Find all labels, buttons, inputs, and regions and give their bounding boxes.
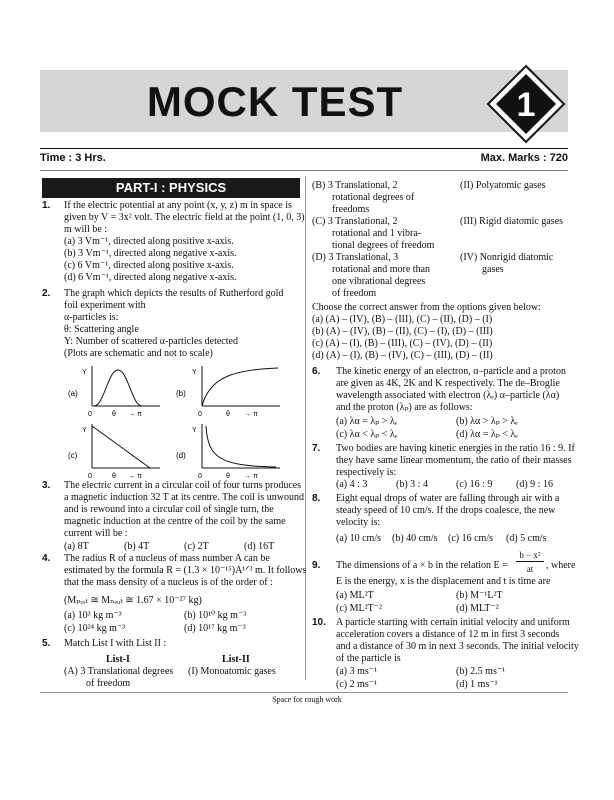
q6-option-a: (a) λα = λₚ > λₑ [336, 416, 398, 427]
q2-line: α-particles is: [64, 312, 119, 323]
q4-option-d: (d) 10¹⁷ kg m⁻³ [184, 623, 246, 634]
q5-row-d-cont: rotational and more than [332, 264, 431, 275]
q5-row-c-right: (III) Rigid diatomic gases [460, 216, 564, 227]
page-title: MOCK TEST [146, 78, 404, 125]
q3-stem [64, 480, 304, 540]
q5-row-a-right: (I) Monoatomic gases [188, 666, 276, 677]
q5-row-a-left: (A) 3 Translational degrees [64, 666, 174, 677]
graph-d-theta: θ [226, 473, 230, 480]
graph-c-theta: θ [112, 473, 116, 480]
header-rule-2 [40, 170, 568, 171]
q2-line: θ: Scattering angle [64, 324, 139, 335]
q2-line: The graph which depicts the results of Rutherford gold [64, 288, 284, 299]
graph-a-label: (a) [68, 389, 78, 398]
q1-option-b: (b) 3 Vm⁻¹, directed along negative x-axis. [64, 248, 237, 259]
q4-line: that the mass density of a nucleus is of the order of : [64, 577, 273, 588]
graph-b [176, 366, 280, 418]
graph-d-curve [206, 426, 276, 467]
q9-number: 9. [312, 560, 321, 571]
q6-line: wavelength associated with electron (λₑ) α–particle (λα) [336, 390, 560, 401]
q4-line: The radius R of a nucleus of mass number A can be [64, 553, 270, 564]
graph-c-label: (c) [68, 451, 78, 460]
q4-number: 4. [42, 553, 51, 564]
q5-row-b-left: (B) 3 Translational, 2 [312, 180, 398, 191]
graph-a-theta: θ [112, 411, 116, 418]
q8-stem [336, 493, 559, 529]
q9-fraction-numerator: b − x² [516, 550, 544, 562]
header-rule [40, 148, 568, 149]
q10-option-b: (b) 2.5 ms⁻¹ [456, 666, 506, 677]
q5-number: 5. [42, 638, 51, 649]
q3-line: and is rewound into a circular coil of single turn, the [64, 504, 274, 515]
graph-c-y-label: Y [82, 427, 87, 434]
graph-d-y-label: Y [192, 427, 197, 434]
q5-row-d-left: (D) 3 Translational, 3 [312, 252, 399, 263]
q3-option-b: (b) 4T [124, 541, 150, 552]
q1-stem [64, 200, 305, 284]
q2-graphs [60, 362, 300, 482]
graph-d [176, 424, 280, 480]
q3-line: current will be : [64, 528, 128, 539]
q10-stem [336, 617, 579, 665]
q9-option-b: (b) M⁻¹L²T [456, 590, 503, 601]
q1-line: m will be : [64, 224, 108, 235]
q5-choose: Choose the correct answer from the options given below: [312, 302, 541, 313]
q2-stem [64, 288, 283, 360]
q10-option-d: (d) 1 ms⁻¹ [456, 679, 498, 690]
q5-row-c-cont: rotational and 1 vibra- [332, 228, 422, 239]
q10-option-a: (a) 3 ms⁻¹ [336, 666, 378, 677]
q6-stem [336, 366, 566, 414]
q6-line: and the proton (λₚ) are as follows: [336, 402, 473, 413]
q4-option-b: (b) 10¹⁰ kg m⁻³ [184, 610, 247, 621]
q5-option-c: (c) (A) – (I), (B) – (III), (C) – (IV), (D) – (II) [312, 338, 493, 349]
q3-line: a magnetic induction 32 T at its centre. The coil is unwound [64, 492, 304, 503]
graph-c [68, 424, 160, 480]
q8-option-c: (c) 16 cm/s [448, 533, 493, 544]
q5-list1-header: List-I [106, 654, 130, 665]
test-number-badge [486, 64, 566, 144]
q7-stem [336, 443, 575, 479]
q5-intro: Match List I with List II : [64, 638, 167, 649]
graph-d-label: (d) [176, 451, 186, 460]
q9-option-d: (d) MLT⁻² [456, 603, 499, 614]
q1-option-d: (d) 6 Vm⁻¹, directed along negative x-axis. [64, 272, 237, 283]
q8-line: Eight equal drops of water are falling through air with a [336, 493, 560, 504]
q5-list2-header: List-II [222, 654, 250, 665]
q3-option-d: (d) 16T [244, 541, 275, 552]
q5-row-b-cont: rotational degrees of [332, 192, 415, 203]
q5-row-c-cont2: tional degrees of freedom [332, 240, 435, 251]
q6-line: are given as 4K, 2K and K respectively. The de–Broglie [336, 378, 560, 389]
q4-option-c: (c) 10²⁴ kg m⁻³ [64, 623, 126, 634]
q8-option-b: (b) 40 cm/s [392, 533, 438, 544]
q5-option-d: (d) (A) – (I), (B) – (IV), (C) – (III), (D) – (II) [312, 350, 493, 361]
q6-option-c: (c) λα < λₚ < λₑ [336, 429, 398, 440]
q9-option-c: (c) ML²T⁻² [336, 603, 382, 614]
q2-number: 2. [42, 288, 51, 299]
q4-stem [64, 553, 306, 607]
max-marks-label: Max. Marks : 720 [480, 152, 568, 164]
q5-row-b-cont2: freedoms [332, 204, 370, 215]
q7-line: they have same linear momentum, the ratio of their masses [336, 455, 572, 466]
q1-option-c: (c) 6 Vm⁻¹, directed along positive x-axis. [64, 260, 234, 271]
q8-option-a: (a) 10 cm/s [336, 533, 381, 544]
graph-a-y-label: Y [82, 369, 87, 376]
footer-note: Space for rough work [272, 695, 342, 704]
graph-a-curve [94, 370, 142, 406]
q10-option-c: (c) 2 ms⁻¹ [336, 679, 378, 690]
q5-row-c-left: (C) 3 Translational, 2 [312, 216, 398, 227]
q3-line: magnetic induction at the centre of the coil by the same [64, 516, 286, 527]
graph-b-y-label: Y [192, 369, 197, 376]
q8-option-d: (d) 5 cm/s [506, 533, 547, 544]
q5-option-b: (b) (A) – (IV), (B) – (II), (C) – (I), (D) – (III) [312, 326, 493, 337]
graph-a [68, 366, 160, 418]
q4-line: (Mₚᵣₒₜ ≅ Mₙₑᵤₜ ≅ 1.67 × 10⁻²⁷ kg) [64, 595, 202, 606]
q3-option-a: (a) 8T [64, 541, 89, 552]
q9-fraction-denominator: at [526, 564, 534, 574]
q9-line2: E is the energy, x is the displacement and t is time are [336, 576, 551, 587]
q5-option-a: (a) (A) – (IV), (B) – (III), (C) – (II), (D) – (I) [312, 314, 493, 325]
q2-line: Y: Number of scattered α-particles detected [64, 336, 238, 347]
q5-row-d-cont3: of freedom [332, 288, 377, 299]
q8-number: 8. [312, 493, 321, 504]
graph-d-zero: 0 [198, 473, 202, 480]
graph-c-line [92, 426, 150, 468]
q7-option-c: (c) 16 : 9 [456, 479, 493, 490]
footer-rule [40, 692, 568, 693]
q5-row-b-right: (II) Polyatomic gases [460, 180, 546, 191]
q10-line: acceleration covers a distance of 12 m in first 3 seconds [336, 629, 560, 640]
q10-line: A particle starting with certain initial velocity and uniform [336, 617, 570, 628]
graph-c-zero: 0 [88, 473, 92, 480]
q4-line: estimated by the formula R = (1.3 × 10⁻¹⁵)A¹ᐟ³ m. It follows [64, 565, 307, 576]
q7-number: 7. [312, 443, 321, 454]
graph-a-zero: 0 [88, 411, 92, 418]
q1-number: 1. [42, 200, 51, 211]
q10-line: and a distance of 30 m in next 3 seconds. The initial velocity [336, 641, 579, 652]
q5-row-d-right-cont: gases [482, 264, 504, 275]
graph-b-theta: θ [226, 411, 230, 418]
q7-option-d: (d) 9 : 16 [516, 479, 553, 490]
q7-option-b: (b) 3 : 4 [396, 479, 428, 490]
q6-line: The kinetic energy of an electron, α–particle and a proton [336, 366, 566, 377]
q6-option-b: (b) λα > λₚ > λₑ [456, 416, 518, 427]
graph-b-zero: 0 [198, 411, 202, 418]
q7-line: Two bodies are having kinetic energies in the ratio 16 : 9. If [336, 443, 575, 454]
q10-number: 10. [312, 617, 326, 628]
q5-choices [312, 302, 541, 362]
q4-option-a: (a) 10³ kg m⁻³ [64, 610, 122, 621]
q1-option-a: (a) 3 Vm⁻¹, directed along positive x-axis. [64, 236, 234, 247]
q6-option-d: (d) λα = λₚ < λₑ [456, 429, 518, 440]
time-label: Time : 3 Hrs. [40, 152, 106, 164]
q5-row-d-right: (IV) Nonrigid diatomic [460, 252, 554, 263]
graph-b-curve [202, 368, 278, 406]
graph-c-pi: → π [128, 473, 142, 480]
q5-row-d-cont2: one vibrational degrees [332, 276, 426, 287]
graph-d-pi: → π [244, 473, 258, 480]
q3-option-c: (c) 2T [184, 541, 209, 552]
graph-b-pi: → π [244, 411, 258, 418]
q1-line: If the electric potential at any point (x, y, z) m in space is [64, 200, 292, 211]
q3-number: 3. [42, 480, 51, 491]
q7-option-a: (a) 4 : 3 [336, 479, 368, 490]
q2-line: (Plots are schematic and not to scale) [64, 348, 213, 359]
q9-where: , where [546, 560, 576, 571]
q1-line: given by V = 3x² volt. The electric field at the point (1, 0, 3) [64, 212, 305, 223]
q3-line: The electric current in a circular coil of four turns produces [64, 480, 302, 491]
q7-line: respectively is: [336, 467, 397, 478]
q9-line1: The dimensions of a × b in the relation E = [336, 560, 508, 571]
q5-row-a-cont: of freedom [86, 678, 131, 689]
section-heading: PART-I : PHYSICS [42, 178, 300, 198]
q8-line: steady speed of 10 cm/s. If the drops coalesce, the new [336, 505, 556, 516]
graph-b-label: (b) [176, 389, 186, 398]
q10-line: of the particle is [336, 653, 401, 664]
q5-rows-continued [312, 180, 434, 300]
q9-option-a: (a) ML²T [336, 590, 374, 601]
q2-line: foil experiment with [64, 300, 146, 311]
graph-a-pi: → π [128, 411, 142, 418]
q6-number: 6. [312, 366, 321, 377]
q8-line: velocity is: [336, 517, 381, 528]
badge-number: 1 [516, 86, 536, 124]
